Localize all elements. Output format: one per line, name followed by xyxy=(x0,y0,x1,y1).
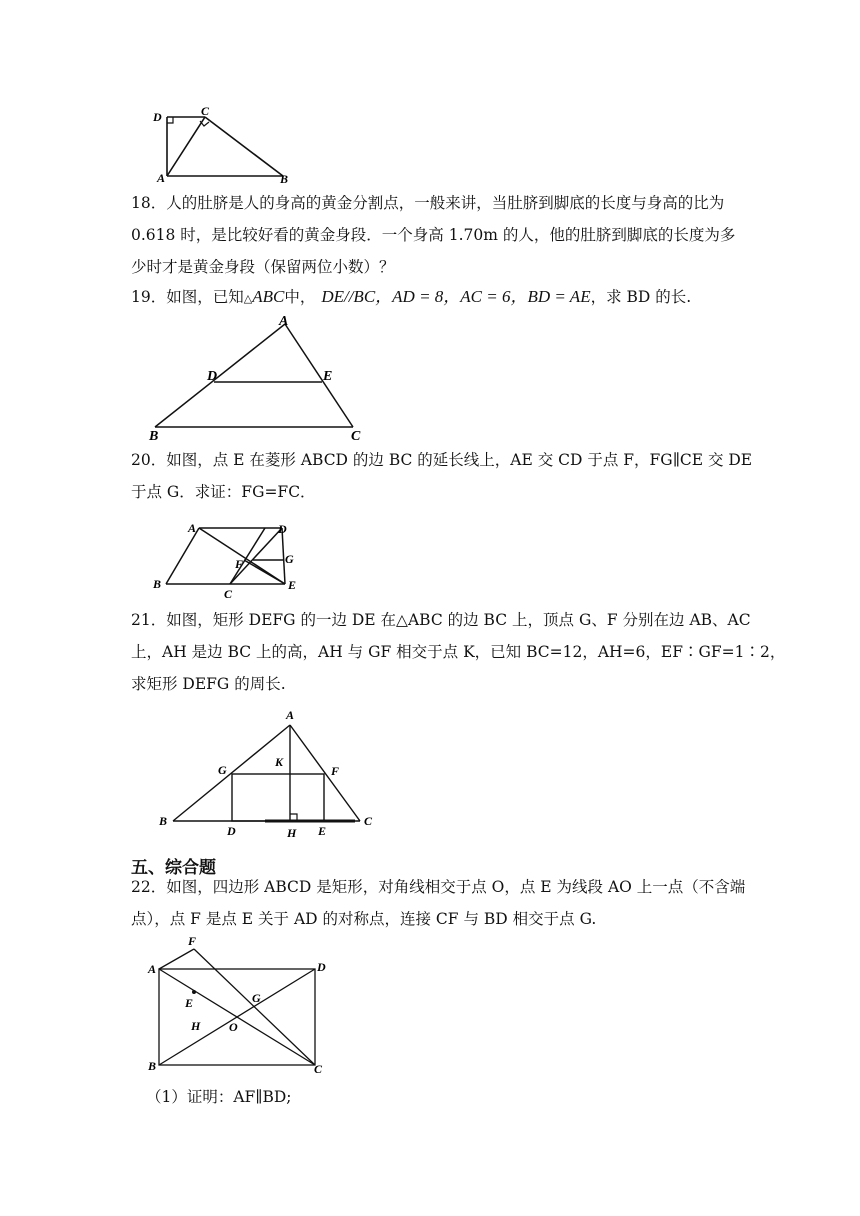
q19-prefix: 19．如图，已知 xyxy=(131,288,244,306)
label-B: B xyxy=(153,577,162,591)
q19-mid: 中， xyxy=(284,288,316,306)
label-O: O xyxy=(229,1020,238,1034)
q21-line1: 21．如图，矩形 DEFG 的一边 DE 在△ABC 的边 BC 上，顶点 G、F 分别在边 AB、AC xyxy=(131,611,751,629)
q18-line3: 少时才是黄金身段（保留两位小数）？ xyxy=(131,258,395,276)
label-A: A xyxy=(286,708,295,722)
label-C: C xyxy=(364,814,373,828)
q20-line1: 20．如图，点 E 在菱形 ABCD 的边 BC 的延长线上，AE 交 CD 于点 F，FG∥CE 交 DE xyxy=(131,451,753,469)
q19-math: DE//BC，AD = 8，AC = 6，BD = AE xyxy=(321,287,591,306)
q22-line2: 点），点 F 是点 E 关于 AD 的对称点，连接 CF 与 BD 相交于点 G. xyxy=(131,910,597,928)
label-F: F xyxy=(188,934,197,948)
label-G: G xyxy=(218,763,227,777)
label-D: D xyxy=(317,960,326,974)
label-B: B xyxy=(280,172,289,186)
q18-line2: 0.618 时，是比较好看的黄金身段．一个身高 1.70m 的人，他的肚脐到脚底的长度为多 xyxy=(131,226,736,244)
label-E: E xyxy=(318,824,327,838)
figure-q17 xyxy=(150,104,300,184)
label-C: C xyxy=(314,1062,323,1076)
section-five-heading: 五、综合题 xyxy=(131,858,216,878)
label-F: F xyxy=(235,557,244,571)
label-D: D xyxy=(278,522,287,536)
label-D: D xyxy=(227,824,236,838)
label-A: A xyxy=(188,521,197,535)
label-G: G xyxy=(285,552,294,566)
label-C: C xyxy=(224,587,233,601)
q21-line2: 上，AH 是边 BC 上的高，AH 与 GF 相交于点 K，已知 BC=12，AH=6，EF∶GF=1∶2， xyxy=(131,643,786,661)
label-H: H xyxy=(287,826,297,840)
q22-line1: 22．如图，四边形 ABCD 是矩形，对角线相交于点 O，点 E 为线段 AO 上一点（不含端 xyxy=(131,878,746,896)
q19-triangle-symbol: △ xyxy=(243,292,253,305)
q19-suffix: ，求 BD 的长. xyxy=(590,288,692,306)
label-A: A xyxy=(279,314,289,329)
label-C: C xyxy=(351,429,361,444)
q18-line1: 18．人的肚脐是人的身高的黄金分割点，一般来讲，当肚脐到脚底的长度与身高的比为 xyxy=(131,194,725,212)
label-H: H xyxy=(191,1019,201,1033)
label-G: G xyxy=(252,991,261,1005)
figure-q22 xyxy=(145,935,345,1075)
label-A: A xyxy=(148,962,157,976)
label-A: A xyxy=(157,171,166,185)
label-K: K xyxy=(275,755,284,769)
label-D: D xyxy=(153,110,162,124)
figure-q21 xyxy=(155,704,385,844)
label-E: E xyxy=(323,369,333,384)
figure-q20 xyxy=(148,518,318,602)
q19-text xyxy=(131,287,691,309)
label-C: C xyxy=(201,104,210,118)
q20-line2: 于点 G．求证：FG=FC． xyxy=(131,483,316,501)
label-B: B xyxy=(159,814,168,828)
label-E: E xyxy=(288,578,297,592)
q19-abc: ABC xyxy=(252,287,285,306)
q21-line3: 求矩形 DEFG 的周长. xyxy=(131,675,286,693)
label-E: E xyxy=(185,996,194,1010)
q22-part1: （1）证明：AF∥BD; xyxy=(146,1088,292,1106)
label-F: F xyxy=(331,764,340,778)
label-B: B xyxy=(148,1059,157,1073)
label-B: B xyxy=(149,429,159,444)
figure-q19 xyxy=(145,312,375,442)
label-D: D xyxy=(207,369,218,384)
